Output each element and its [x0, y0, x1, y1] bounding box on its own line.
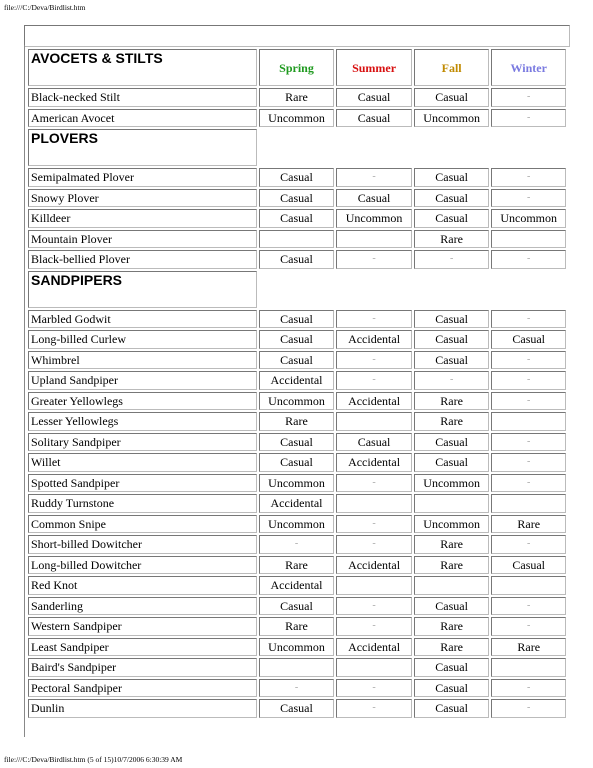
occurrence-winter: - [491, 679, 566, 698]
bird-table [26, 47, 568, 720]
occurrence-fall: Casual [414, 351, 490, 370]
section-header-row [28, 271, 566, 308]
occurrence-summer: - [336, 310, 412, 329]
occurrence-winter: - [491, 371, 566, 390]
table-top-bar [24, 25, 570, 47]
occurrence-winter: - [491, 597, 566, 616]
occurrence-spring: Casual [259, 699, 335, 718]
occurrence-fall: Casual [414, 699, 490, 718]
species-name: Spotted Sandpiper [28, 474, 257, 493]
occurrence-spring: Rare [259, 617, 335, 636]
occurrence-fall: Casual [414, 658, 490, 677]
occurrence-spring: Uncommon [259, 515, 335, 534]
occurrence-summer: - [336, 699, 412, 718]
table-row [28, 209, 566, 228]
occurrence-winter: - [491, 250, 566, 269]
occurrence-winter: - [491, 392, 566, 411]
occurrence-summer: - [336, 351, 412, 370]
occurrence-summer: - [336, 679, 412, 698]
table-row [28, 189, 566, 208]
occurrence-winter: Rare [491, 515, 566, 534]
species-name: Solitary Sandpiper [28, 433, 257, 452]
table-row [28, 88, 566, 107]
table-row [28, 351, 566, 370]
occurrence-fall [414, 494, 490, 513]
season-header-spring: Spring [259, 49, 335, 86]
occurrence-fall: Casual [414, 88, 490, 107]
table-row [28, 699, 566, 718]
species-name: Semipalmated Plover [28, 168, 257, 187]
section-header-row [28, 129, 566, 166]
occurrence-fall: Uncommon [414, 515, 490, 534]
occurrence-fall: Rare [414, 412, 490, 431]
table-row [28, 658, 566, 677]
occurrence-spring: Casual [259, 433, 335, 452]
table-row [28, 412, 566, 431]
occurrence-summer: Casual [336, 109, 412, 128]
table-left-border [24, 45, 25, 737]
occurrence-winter [491, 576, 566, 595]
occurrence-winter: Casual [491, 556, 566, 575]
species-name: Whimbrel [28, 351, 257, 370]
occurrence-summer: Casual [336, 433, 412, 452]
occurrence-winter: - [491, 535, 566, 554]
occurrence-winter [491, 230, 566, 249]
table-row [28, 576, 566, 595]
occurrence-fall: Rare [414, 392, 490, 411]
occurrence-fall: Rare [414, 638, 490, 657]
occurrence-summer [336, 412, 412, 431]
occurrence-spring [259, 658, 335, 677]
occurrence-winter: Rare [491, 638, 566, 657]
section-header-row [28, 49, 566, 86]
occurrence-spring: Uncommon [259, 392, 335, 411]
occurrence-winter: - [491, 109, 566, 128]
occurrence-spring: Casual [259, 330, 335, 349]
section-title: PLOVERS [28, 129, 257, 166]
occurrence-summer: - [336, 515, 412, 534]
species-name: Common Snipe [28, 515, 257, 534]
species-name: Red Knot [28, 576, 257, 595]
occurrence-spring: Casual [259, 453, 335, 472]
table-row [28, 556, 566, 575]
page-header-url: file:///C:/Deva/Birdlist.htm [4, 3, 86, 12]
table-row [28, 109, 566, 128]
occurrence-summer: Accidental [336, 453, 412, 472]
section-header-spacer [259, 271, 566, 308]
occurrence-summer [336, 494, 412, 513]
occurrence-fall [414, 576, 490, 595]
occurrence-spring: Rare [259, 556, 335, 575]
table-row [28, 679, 566, 698]
section-title: AVOCETS & STILTS [28, 49, 257, 86]
occurrence-spring: - [259, 535, 335, 554]
occurrence-summer: - [336, 597, 412, 616]
occurrence-spring: Accidental [259, 494, 335, 513]
species-name: Baird's Sandpiper [28, 658, 257, 677]
table-row [28, 230, 566, 249]
season-header-winter: Winter [491, 49, 566, 86]
occurrence-winter: - [491, 351, 566, 370]
occurrence-summer: - [336, 371, 412, 390]
occurrence-summer: Accidental [336, 638, 412, 657]
occurrence-spring [259, 230, 335, 249]
occurrence-spring: - [259, 679, 335, 698]
occurrence-winter: - [491, 310, 566, 329]
species-name: Western Sandpiper [28, 617, 257, 636]
occurrence-spring: Accidental [259, 371, 335, 390]
occurrence-winter: - [491, 168, 566, 187]
table-row [28, 330, 566, 349]
table-row [28, 474, 566, 493]
occurrence-summer: Accidental [336, 556, 412, 575]
species-name: Least Sandpiper [28, 638, 257, 657]
species-name: American Avocet [28, 109, 257, 128]
table-row [28, 617, 566, 636]
occurrence-winter: - [491, 474, 566, 493]
species-name: Mountain Plover [28, 230, 257, 249]
occurrence-summer: Accidental [336, 330, 412, 349]
table-row [28, 433, 566, 452]
occurrence-fall: Rare [414, 617, 490, 636]
occurrence-spring: Uncommon [259, 474, 335, 493]
occurrence-spring: Casual [259, 189, 335, 208]
occurrence-summer [336, 576, 412, 595]
bird-checklist [24, 25, 570, 737]
occurrence-fall: Rare [414, 556, 490, 575]
occurrence-spring: Rare [259, 88, 335, 107]
occurrence-winter: Uncommon [491, 209, 566, 228]
occurrence-summer: - [336, 474, 412, 493]
occurrence-summer: - [336, 617, 412, 636]
occurrence-spring: Casual [259, 351, 335, 370]
occurrence-fall: Casual [414, 209, 490, 228]
occurrence-spring: Accidental [259, 576, 335, 595]
species-name: Black-necked Stilt [28, 88, 257, 107]
occurrence-fall: Casual [414, 453, 490, 472]
table-row [28, 515, 566, 534]
occurrence-summer: - [336, 168, 412, 187]
occurrence-summer: Uncommon [336, 209, 412, 228]
occurrence-fall: Rare [414, 230, 490, 249]
occurrence-spring: Uncommon [259, 109, 335, 128]
species-name: Black-bellied Plover [28, 250, 257, 269]
species-name: Greater Yellowlegs [28, 392, 257, 411]
table-row [28, 494, 566, 513]
occurrence-spring: Casual [259, 209, 335, 228]
species-name: Lesser Yellowlegs [28, 412, 257, 431]
occurrence-summer: - [336, 250, 412, 269]
occurrence-winter [491, 494, 566, 513]
table-row [28, 310, 566, 329]
species-name: Pectoral Sandpiper [28, 679, 257, 698]
table-row [28, 392, 566, 411]
species-name: Long-billed Curlew [28, 330, 257, 349]
occurrence-winter [491, 658, 566, 677]
species-name: Ruddy Turnstone [28, 494, 257, 513]
season-header-summer: Summer [336, 49, 412, 86]
occurrence-summer: Casual [336, 189, 412, 208]
table-row [28, 597, 566, 616]
occurrence-fall: Uncommon [414, 474, 490, 493]
occurrence-summer: - [336, 535, 412, 554]
section-header-spacer [259, 129, 566, 166]
occurrence-winter: - [491, 189, 566, 208]
occurrence-spring: Uncommon [259, 638, 335, 657]
species-name: Willet [28, 453, 257, 472]
season-header-fall: Fall [414, 49, 490, 86]
occurrence-summer: Accidental [336, 392, 412, 411]
occurrence-winter: - [491, 433, 566, 452]
occurrence-fall: Casual [414, 433, 490, 452]
occurrence-fall: Casual [414, 310, 490, 329]
occurrence-summer [336, 230, 412, 249]
occurrence-winter: - [491, 617, 566, 636]
species-name: Snowy Plover [28, 189, 257, 208]
bird-table-body [28, 49, 566, 718]
section-title: SANDPIPERS [28, 271, 257, 308]
species-name: Upland Sandpiper [28, 371, 257, 390]
occurrence-winter: - [491, 699, 566, 718]
occurrence-fall: Casual [414, 168, 490, 187]
species-name: Sanderling [28, 597, 257, 616]
occurrence-winter: Casual [491, 330, 566, 349]
occurrence-fall: Uncommon [414, 109, 490, 128]
page-footer: file:///C:/Deva/Birdlist.htm (5 of 15)10/7/2006 6:30:39 AM [4, 755, 183, 764]
occurrence-fall: Casual [414, 189, 490, 208]
occurrence-fall: - [414, 250, 490, 269]
occurrence-summer [336, 658, 412, 677]
table-row [28, 453, 566, 472]
occurrence-winter [491, 412, 566, 431]
table-row [28, 638, 566, 657]
occurrence-spring: Rare [259, 412, 335, 431]
occurrence-summer: Casual [336, 88, 412, 107]
table-row [28, 168, 566, 187]
species-name: Long-billed Dowitcher [28, 556, 257, 575]
occurrence-fall: Casual [414, 597, 490, 616]
occurrence-fall: - [414, 371, 490, 390]
occurrence-winter: - [491, 453, 566, 472]
occurrence-spring: Casual [259, 310, 335, 329]
occurrence-spring: Casual [259, 597, 335, 616]
occurrence-winter: - [491, 88, 566, 107]
table-row [28, 371, 566, 390]
occurrence-fall: Casual [414, 330, 490, 349]
occurrence-fall: Casual [414, 679, 490, 698]
occurrence-spring: Casual [259, 168, 335, 187]
species-name: Short-billed Dowitcher [28, 535, 257, 554]
occurrence-spring: Casual [259, 250, 335, 269]
occurrence-fall: Rare [414, 535, 490, 554]
table-row [28, 250, 566, 269]
species-name: Marbled Godwit [28, 310, 257, 329]
species-name: Dunlin [28, 699, 257, 718]
species-name: Killdeer [28, 209, 257, 228]
table-row [28, 535, 566, 554]
